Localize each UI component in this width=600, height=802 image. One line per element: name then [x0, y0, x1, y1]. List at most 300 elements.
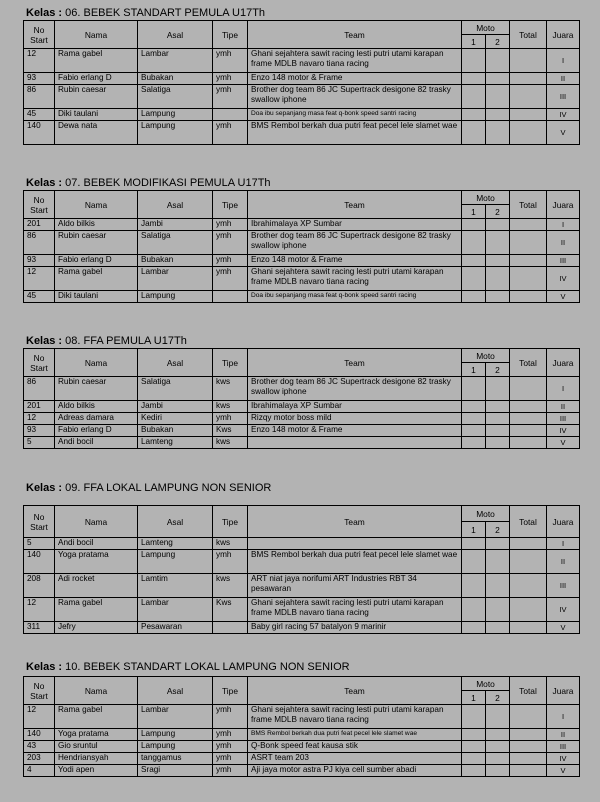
- header-no-start: No Start: [24, 677, 55, 705]
- cell-moto-1: [462, 574, 486, 598]
- kelas-label: Kelas :: [26, 177, 63, 189]
- cell-moto-1: [462, 729, 486, 741]
- table-row: [24, 729, 580, 741]
- cell-total: [510, 85, 547, 109]
- cell-nama: Adi rocket: [55, 574, 138, 598]
- cell-moto-2: [486, 413, 510, 425]
- cell-moto-1: [462, 598, 486, 622]
- cell-nama: Hendriansyah: [55, 753, 138, 765]
- cell-asal: Lamteng: [138, 538, 213, 550]
- cell-total: [510, 401, 547, 413]
- cell-total: [510, 255, 547, 267]
- cell-tipe: ymh: [213, 267, 248, 291]
- cell-team: Ghani sejahtera sawit racing lesti putri utami karapan frame MDLB navaro tiana racing: [248, 267, 462, 291]
- cell-no: 201: [24, 219, 55, 231]
- table-row: [24, 622, 580, 634]
- cell-moto-1: [462, 377, 486, 401]
- cell-tipe: [213, 291, 248, 303]
- table-row: [24, 85, 580, 109]
- kelas-label: Kelas :: [26, 335, 63, 347]
- header-tipe: Tipe: [213, 191, 248, 219]
- cell-moto-2: [486, 574, 510, 598]
- cell-no: 5: [24, 437, 55, 449]
- cell-team: Q-Bonk speed feat kausa stik: [248, 741, 462, 753]
- cell-moto-2: [486, 538, 510, 550]
- cell-nama: Dewa nata: [55, 121, 138, 145]
- table-row: [24, 574, 580, 598]
- cell-moto-2: [486, 121, 510, 145]
- results-table: [23, 190, 580, 303]
- cell-team: Ghani sejahtera sawit racing lesti putri utami karapan frame MDLB navaro tiana racing: [248, 705, 462, 729]
- cell-nama: Rama gabel: [55, 49, 138, 73]
- cell-team: ASRT team 203: [248, 753, 462, 765]
- table-row: [24, 231, 580, 255]
- cell-tipe: [213, 622, 248, 634]
- header-moto-1: 1: [462, 522, 486, 538]
- cell-team: Enzo 148 motor & Frame: [248, 73, 462, 85]
- cell-nama: Diki taulani: [55, 291, 138, 303]
- cell-moto-2: [486, 49, 510, 73]
- cell-juara: V: [547, 291, 580, 303]
- cell-asal: Lamtim: [138, 574, 213, 598]
- table-row: [24, 765, 580, 777]
- cell-total: [510, 413, 547, 425]
- cell-moto-2: [486, 231, 510, 255]
- header-asal: Asal: [138, 349, 213, 377]
- cell-nama: Fabio erlang D: [55, 73, 138, 85]
- cell-no: 12: [24, 267, 55, 291]
- cell-team: ART niat jaya norifumi ART Industries RBT 34 pesawaran: [248, 574, 462, 598]
- cell-nama: Andi bocil: [55, 437, 138, 449]
- header-asal: Asal: [138, 191, 213, 219]
- cell-total: [510, 219, 547, 231]
- results-table: [23, 348, 580, 449]
- cell-juara: I: [547, 538, 580, 550]
- cell-total: [510, 729, 547, 741]
- cell-tipe: ymh: [213, 413, 248, 425]
- cell-moto-2: [486, 377, 510, 401]
- cell-moto-2: [486, 753, 510, 765]
- header-team: Team: [248, 677, 462, 705]
- cell-no: 12: [24, 49, 55, 73]
- header-no-start: No Start: [24, 21, 55, 49]
- cell-moto-1: [462, 231, 486, 255]
- kelas-name: 10. BEBEK STANDART LOKAL LAMPUNG NON SENIOR: [65, 661, 350, 673]
- cell-juara: IV: [547, 425, 580, 437]
- cell-moto-2: [486, 267, 510, 291]
- cell-asal: Bubakan: [138, 73, 213, 85]
- cell-total: [510, 598, 547, 622]
- cell-asal: Bubakan: [138, 425, 213, 437]
- header-moto: Moto: [462, 349, 510, 363]
- cell-tipe: ymh: [213, 219, 248, 231]
- header-nama: Nama: [55, 191, 138, 219]
- cell-team: Enzo 148 motor & Frame: [248, 425, 462, 437]
- cell-team: Ibrahimalaya XP Sumbar: [248, 401, 462, 413]
- cell-asal: Lambar: [138, 705, 213, 729]
- cell-tipe: ymh: [213, 550, 248, 574]
- cell-no: 208: [24, 574, 55, 598]
- cell-team: Doa ibu sepanjang masa feat q-bonk speed santri racing: [248, 109, 462, 121]
- cell-no: 45: [24, 291, 55, 303]
- header-nama: Nama: [55, 349, 138, 377]
- cell-no: 203: [24, 753, 55, 765]
- cell-asal: Salatiga: [138, 377, 213, 401]
- cell-no: 93: [24, 425, 55, 437]
- cell-team: Brother dog team 86 JC Supertrack desigone 82 trasky swallow iphone: [248, 231, 462, 255]
- cell-no: 86: [24, 85, 55, 109]
- cell-juara: III: [547, 85, 580, 109]
- cell-team: Baby girl racing 57 batalyon 9 marinir: [248, 622, 462, 634]
- cell-asal: Lampung: [138, 550, 213, 574]
- header-tipe: Tipe: [213, 21, 248, 49]
- cell-moto-1: [462, 705, 486, 729]
- section-title: [26, 6, 265, 20]
- cell-nama: Aldo bilkis: [55, 401, 138, 413]
- cell-asal: Lambar: [138, 49, 213, 73]
- cell-tipe: ymh: [213, 85, 248, 109]
- cell-moto-2: [486, 741, 510, 753]
- cell-total: [510, 538, 547, 550]
- header-tipe: Tipe: [213, 677, 248, 705]
- cell-asal: Lambar: [138, 267, 213, 291]
- cell-tipe: ymh: [213, 705, 248, 729]
- cell-total: [510, 622, 547, 634]
- header-asal: Asal: [138, 21, 213, 49]
- header-moto-2: 2: [486, 35, 510, 49]
- cell-tipe: kws: [213, 401, 248, 413]
- cell-nama: Rubin caesar: [55, 231, 138, 255]
- cell-tipe: kws: [213, 538, 248, 550]
- header-juara: Juara: [547, 191, 580, 219]
- kelas-name: 09. FFA LOKAL LAMPUNG NON SENIOR: [65, 482, 272, 494]
- cell-moto-1: [462, 538, 486, 550]
- cell-asal: Salatiga: [138, 85, 213, 109]
- table-row: [24, 741, 580, 753]
- cell-nama: Yoga pratama: [55, 550, 138, 574]
- cell-moto-1: [462, 267, 486, 291]
- table-row: [24, 437, 580, 449]
- cell-juara: II: [547, 550, 580, 574]
- cell-asal: Bubakan: [138, 255, 213, 267]
- cell-moto-1: [462, 741, 486, 753]
- cell-asal: Lampung: [138, 121, 213, 145]
- cell-moto-2: [486, 85, 510, 109]
- kelas-label: Kelas :: [26, 661, 63, 673]
- cell-nama: Aldo bilkis: [55, 219, 138, 231]
- cell-moto-2: [486, 437, 510, 449]
- header-moto-1: 1: [462, 363, 486, 377]
- table-row: [24, 219, 580, 231]
- section-title: [26, 660, 350, 674]
- cell-team: [248, 437, 462, 449]
- header-moto-2: 2: [486, 363, 510, 377]
- cell-moto-1: [462, 425, 486, 437]
- cell-team: Rizqy motor boss mild: [248, 413, 462, 425]
- cell-no: 4: [24, 765, 55, 777]
- header-nama: Nama: [55, 21, 138, 49]
- cell-total: [510, 267, 547, 291]
- cell-moto-1: [462, 121, 486, 145]
- cell-moto-2: [486, 765, 510, 777]
- cell-moto-1: [462, 219, 486, 231]
- cell-juara: V: [547, 622, 580, 634]
- header-tipe: Tipe: [213, 349, 248, 377]
- cell-moto-2: [486, 255, 510, 267]
- cell-tipe: ymh: [213, 753, 248, 765]
- cell-juara: I: [547, 219, 580, 231]
- cell-team: [248, 538, 462, 550]
- cell-moto-2: [486, 550, 510, 574]
- cell-nama: Rama gabel: [55, 598, 138, 622]
- cell-total: [510, 231, 547, 255]
- cell-moto-1: [462, 550, 486, 574]
- cell-team: Aji jaya motor astra PJ kiya cell sumber abadi: [248, 765, 462, 777]
- cell-asal: Kediri: [138, 413, 213, 425]
- cell-asal: Jambi: [138, 219, 213, 231]
- cell-no: 93: [24, 255, 55, 267]
- cell-tipe: [213, 109, 248, 121]
- cell-juara: V: [547, 765, 580, 777]
- cell-total: [510, 437, 547, 449]
- cell-total: [510, 574, 547, 598]
- cell-asal: Lampung: [138, 729, 213, 741]
- cell-no: 45: [24, 109, 55, 121]
- table-row: [24, 291, 580, 303]
- cell-juara: III: [547, 574, 580, 598]
- cell-asal: Pesawaran: [138, 622, 213, 634]
- cell-juara: V: [547, 437, 580, 449]
- cell-no: 43: [24, 741, 55, 753]
- cell-nama: Rubin caesar: [55, 85, 138, 109]
- cell-moto-2: [486, 291, 510, 303]
- header-total: Total: [510, 349, 547, 377]
- cell-juara: IV: [547, 267, 580, 291]
- table-row: [24, 121, 580, 145]
- cell-total: [510, 550, 547, 574]
- section-title: [26, 481, 271, 495]
- cell-team: Ghani sejahtera sawit racing lesti putri utami karapan frame MDLB navaro tiana racing: [248, 49, 462, 73]
- cell-tipe: ymh: [213, 49, 248, 73]
- cell-asal: Lampung: [138, 291, 213, 303]
- cell-nama: Rama gabel: [55, 705, 138, 729]
- header-asal: Asal: [138, 677, 213, 705]
- cell-nama: Fabio erlang D: [55, 255, 138, 267]
- cell-total: [510, 291, 547, 303]
- cell-nama: Diki taulani: [55, 109, 138, 121]
- cell-team: BMS Rembol berkah dua putri feat pecel lele slamet wae: [248, 121, 462, 145]
- header-moto-2: 2: [486, 522, 510, 538]
- cell-asal: Salatiga: [138, 231, 213, 255]
- header-team: Team: [248, 21, 462, 49]
- cell-tipe: Kws: [213, 425, 248, 437]
- header-total: Total: [510, 506, 547, 538]
- cell-team: Brother dog team 86 JC Supertrack desigone 82 trasky swallow iphone: [248, 85, 462, 109]
- cell-tipe: ymh: [213, 121, 248, 145]
- cell-no: 311: [24, 622, 55, 634]
- cell-tipe: Kws: [213, 598, 248, 622]
- cell-no: 140: [24, 550, 55, 574]
- table-row: [24, 255, 580, 267]
- cell-team: Doa ibu sepanjang masa feat q-bonk speed santri racing: [248, 291, 462, 303]
- cell-tipe: kws: [213, 377, 248, 401]
- table-row: [24, 413, 580, 425]
- cell-team: Brother dog team 86 JC Supertrack desigone 82 trasky swallow iphone: [248, 377, 462, 401]
- cell-total: [510, 73, 547, 85]
- cell-moto-1: [462, 73, 486, 85]
- section-title: [26, 176, 271, 190]
- header-team: Team: [248, 349, 462, 377]
- header-total: Total: [510, 21, 547, 49]
- header-asal: Asal: [138, 506, 213, 538]
- cell-moto-2: [486, 705, 510, 729]
- table-row: [24, 73, 580, 85]
- cell-team: BMS Rembol berkah dua putri feat pecel lele slamet wae: [248, 550, 462, 574]
- cell-nama: Fabio erlang D: [55, 425, 138, 437]
- cell-juara: IV: [547, 598, 580, 622]
- cell-juara: IV: [547, 753, 580, 765]
- header-moto-2: 2: [486, 691, 510, 705]
- cell-no: 86: [24, 231, 55, 255]
- table-row: [24, 550, 580, 574]
- cell-tipe: kws: [213, 574, 248, 598]
- header-total: Total: [510, 191, 547, 219]
- cell-moto-1: [462, 765, 486, 777]
- header-nama: Nama: [55, 677, 138, 705]
- cell-moto-2: [486, 109, 510, 121]
- cell-moto-1: [462, 413, 486, 425]
- cell-moto-2: [486, 729, 510, 741]
- cell-juara: V: [547, 121, 580, 145]
- kelas-name: 08. FFA PEMULA U17Th: [65, 335, 187, 347]
- cell-total: [510, 705, 547, 729]
- cell-nama: Rama gabel: [55, 267, 138, 291]
- cell-total: [510, 741, 547, 753]
- header-no-start: No Start: [24, 191, 55, 219]
- header-moto-2: 2: [486, 205, 510, 219]
- cell-juara: II: [547, 401, 580, 413]
- header-moto-1: 1: [462, 691, 486, 705]
- cell-tipe: kws: [213, 437, 248, 449]
- cell-juara: IV: [547, 109, 580, 121]
- table-row: [24, 753, 580, 765]
- cell-total: [510, 121, 547, 145]
- table-row: [24, 49, 580, 73]
- cell-nama: Rubin caesar: [55, 377, 138, 401]
- cell-moto-2: [486, 401, 510, 413]
- cell-moto-1: [462, 49, 486, 73]
- cell-juara: I: [547, 377, 580, 401]
- kelas-label: Kelas :: [26, 7, 63, 19]
- cell-moto-1: [462, 109, 486, 121]
- cell-moto-1: [462, 753, 486, 765]
- cell-moto-2: [486, 622, 510, 634]
- header-no-start: No Start: [24, 506, 55, 538]
- cell-asal: Jambi: [138, 401, 213, 413]
- header-moto-1: 1: [462, 35, 486, 49]
- cell-juara: I: [547, 705, 580, 729]
- cell-no: 12: [24, 413, 55, 425]
- table-row: [24, 377, 580, 401]
- kelas-name: 06. BEBEK STANDART PEMULA U17Th: [65, 7, 266, 19]
- cell-moto-1: [462, 291, 486, 303]
- table-row: [24, 598, 580, 622]
- header-moto-1: 1: [462, 205, 486, 219]
- results-table: [23, 676, 580, 777]
- cell-nama: Jefry: [55, 622, 138, 634]
- cell-no: 201: [24, 401, 55, 413]
- cell-asal: Lamteng: [138, 437, 213, 449]
- header-moto: Moto: [462, 506, 510, 522]
- cell-juara: I: [547, 49, 580, 73]
- cell-moto-2: [486, 219, 510, 231]
- cell-moto-1: [462, 255, 486, 267]
- table-row: [24, 538, 580, 550]
- cell-team: Enzo 148 motor & Frame: [248, 255, 462, 267]
- header-juara: Juara: [547, 677, 580, 705]
- cell-moto-1: [462, 622, 486, 634]
- cell-tipe: ymh: [213, 231, 248, 255]
- cell-total: [510, 425, 547, 437]
- cell-no: 5: [24, 538, 55, 550]
- cell-team: Ibrahimalaya XP Sumbar: [248, 219, 462, 231]
- results-table: [23, 505, 580, 634]
- cell-juara: II: [547, 73, 580, 85]
- cell-juara: III: [547, 255, 580, 267]
- header-total: Total: [510, 677, 547, 705]
- header-nama: Nama: [55, 506, 138, 538]
- cell-asal: Lampung: [138, 741, 213, 753]
- section-title: [26, 334, 187, 348]
- cell-nama: Gio sruntul: [55, 741, 138, 753]
- cell-tipe: ymh: [213, 255, 248, 267]
- cell-no: 93: [24, 73, 55, 85]
- cell-no: 140: [24, 121, 55, 145]
- table-row: [24, 425, 580, 437]
- header-moto: Moto: [462, 191, 510, 205]
- cell-juara: II: [547, 231, 580, 255]
- header-moto: Moto: [462, 677, 510, 691]
- table-row: [24, 705, 580, 729]
- header-moto: Moto: [462, 21, 510, 35]
- cell-asal: Lambar: [138, 598, 213, 622]
- cell-juara: III: [547, 741, 580, 753]
- cell-moto-1: [462, 401, 486, 413]
- header-tipe: Tipe: [213, 506, 248, 538]
- cell-asal: Sragi: [138, 765, 213, 777]
- cell-asal: Lampung: [138, 109, 213, 121]
- header-juara: Juara: [547, 349, 580, 377]
- cell-total: [510, 753, 547, 765]
- header-no-start: No Start: [24, 349, 55, 377]
- cell-no: 12: [24, 705, 55, 729]
- cell-total: [510, 49, 547, 73]
- cell-juara: III: [547, 413, 580, 425]
- cell-moto-2: [486, 598, 510, 622]
- cell-no: 86: [24, 377, 55, 401]
- cell-tipe: ymh: [213, 73, 248, 85]
- cell-nama: Yodi apen: [55, 765, 138, 777]
- cell-nama: Andi bocil: [55, 538, 138, 550]
- cell-tipe: ymh: [213, 741, 248, 753]
- cell-moto-1: [462, 85, 486, 109]
- cell-tipe: ymh: [213, 765, 248, 777]
- cell-team: BMS Rembol berkah dua putri feat pecel lele slamet wae: [248, 729, 462, 741]
- cell-no: 12: [24, 598, 55, 622]
- header-team: Team: [248, 506, 462, 538]
- table-row: [24, 267, 580, 291]
- cell-nama: Yoga pratama: [55, 729, 138, 741]
